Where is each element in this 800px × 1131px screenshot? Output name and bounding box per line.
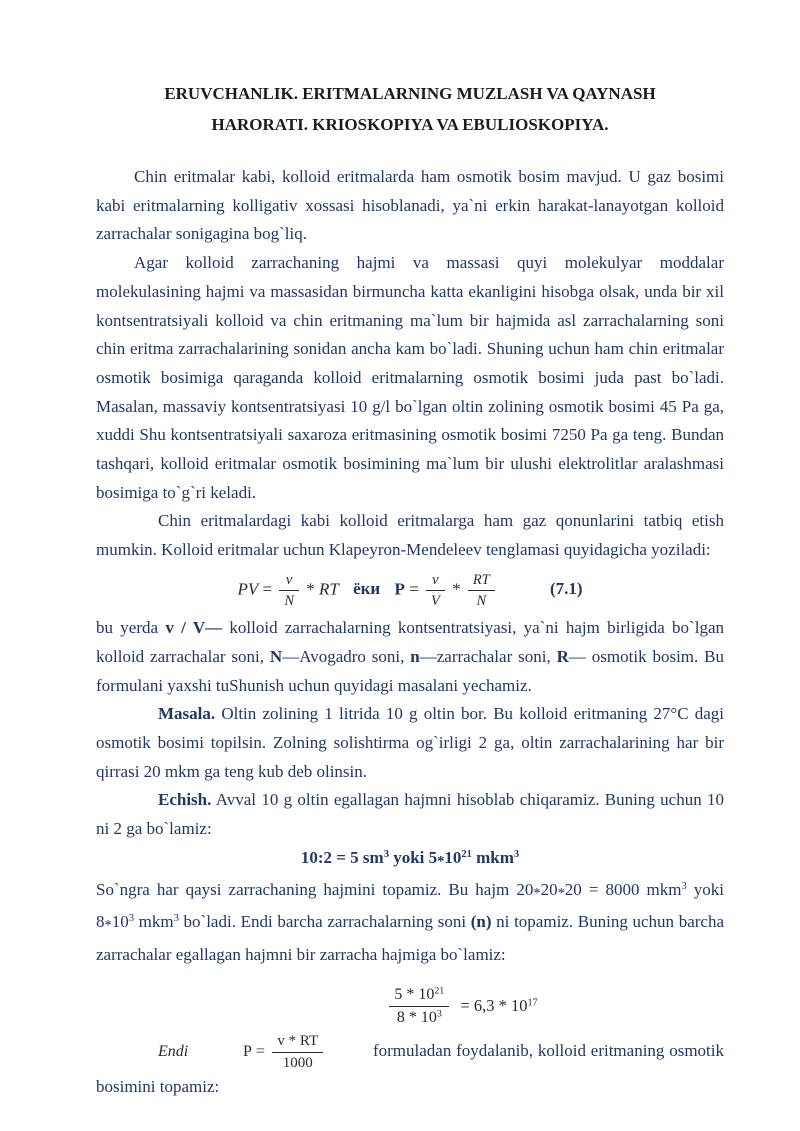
text-run: 21 bbox=[461, 848, 472, 860]
text-run: * bbox=[557, 885, 565, 902]
text-run: yoki 5 bbox=[388, 847, 438, 867]
equation-bold-result bbox=[96, 844, 724, 876]
text-run: Agar kolloid zarrachaning hajmi va massasi quyi molekulyar moddalar molekulasining hajmi va massasidan birmuncha katta ekanligini hisobga olsak, unda bir xil kontsentratsiyali kolloid va chin eritmaning ma`lum bir hajmida asl zarrachalarning soni chin eritma zarrachalarining sonidan ancha kam bo`ladi. Shuning uchun ham chin eritmalar osmotik bosimiga qaraganda kolloid eritmalarning osmotik bosimi juda past bo`ladi. Masalan, massaviy kontsentratsiyasi 10 g/l bo`lgan oltin zolining osmotik bosimi 45 Pa ga, xuddi Shu kontsentratsiyali saxaroza eritmasining osmotik bosimi 7250 Pa ga teng. Bundan tashqari, kolloid eritmalar osmotik bosimining ma`lum bir ulushi elektrolitlar aralashmasi bosimiga to`g`ri keladi. bbox=[96, 253, 724, 502]
eq-term-rt: RT bbox=[318, 579, 339, 599]
text-run: n bbox=[410, 646, 420, 666]
eq-fraction-v-over-n: $\frac{v}{N}$ bbox=[279, 571, 299, 610]
paragraph-intro bbox=[96, 163, 724, 249]
text-run: 3 bbox=[681, 881, 687, 893]
equation-result: = $6,3 * 10^{17}$ bbox=[460, 995, 538, 1015]
text-run: * bbox=[437, 853, 445, 870]
paragraph-masala bbox=[96, 700, 724, 786]
equation-p-formula: P = $\frac{v * RT}{1000}$ bbox=[243, 1043, 326, 1060]
text-run: 3 bbox=[383, 848, 389, 860]
fraction-vrt-over-1000: $\frac{v * RT}{1000}$ bbox=[272, 1032, 323, 1073]
page-title bbox=[96, 78, 724, 140]
text-run: ni topamiz. Buning uchun barcha zarrachalar egallagan hajmni bir zarracha hajmiga bo`lamiz: bbox=[96, 912, 724, 964]
eq-fraction-rt-over-n: $\frac{RT}{N}$ bbox=[468, 571, 495, 610]
paragraph-endi bbox=[96, 1032, 724, 1101]
eq-multiply-sign: * bbox=[306, 579, 315, 599]
fraction-5e21-over-8e3: $\frac{5 * 10^{21}}{8 * 10^3}$ bbox=[389, 985, 449, 1028]
paragraph-songra bbox=[96, 876, 724, 969]
text-run: Echish. bbox=[158, 790, 212, 810]
paragraph-echish bbox=[96, 786, 724, 843]
equation-number-label: (7.1) bbox=[549, 579, 583, 599]
text-run: Avval 10 g oltin egallagan hajmni hisoblab chiqaramiz. Buning uchun 10 ni 2 ga bo`lamiz: bbox=[96, 790, 724, 839]
text-run: Chin eritmalar kabi, kolloid eritmalarda ham osmotik bosim mavjud. U gaz bosimi kabi eritmalarning kolligativ xossasi hisoblanadi, ya`ni erkin harakat-lanayotgan kolloid zarrachalar sonigagina bog`liq. bbox=[96, 167, 724, 244]
text-run: kolloid zarrachalarning kontsentratsiyasi, ya`ni hajm birligida bo`lgan kolloid zarrachalar soni, bbox=[96, 618, 724, 666]
eq-fraction-v-over-v: $\frac{v}{V}$ bbox=[426, 571, 445, 610]
text-run: 10 bbox=[444, 847, 462, 867]
text-run: bo`ladi. Endi barcha zarrachalarning soni bbox=[178, 912, 471, 932]
eq-yoki-label: ёки bbox=[353, 579, 381, 599]
text-run: Chin eritmalardagi kabi kolloid eritmalarga ham gaz qonunlarini tatbiq etish mumkin. Kolloid eritmalar uchun Klapeyron-Mendeleev tenglamasi quyidagicha yoziladi: bbox=[96, 511, 724, 560]
text-run: 20 = 8000 mkm bbox=[564, 880, 682, 900]
text-run: bu yerda bbox=[96, 618, 166, 638]
text-run: Oltin zolining 1 litrida 10 g oltin bor. Bu kolloid eritmaning 27°C dagi osmotik bosimi topilsin. Zolning solishtirma og`irligi 2 ga, oltin zarrachalarining har bir qirrasi 20 mkm ga teng kub deb olinsin. bbox=[96, 704, 724, 781]
text-run: 10 bbox=[111, 912, 129, 932]
text-run: —zarrachalar soni, bbox=[419, 646, 557, 666]
text-run: mkm bbox=[133, 912, 174, 932]
text-run: R bbox=[556, 646, 569, 666]
eq-equals-sign-2: = bbox=[409, 579, 419, 599]
text-run: * bbox=[533, 885, 541, 902]
eq-equals-sign: = bbox=[262, 579, 273, 599]
endi-tail-text: formuladan foydalanib, kolloid eritmaning osmotik bosimini topamiz: bbox=[96, 1041, 724, 1096]
text-run: — osmotik bosim. Bu formulani yaxshi tuShunish uchun quyidagi masalani yechamiz. bbox=[96, 646, 724, 695]
text-run: N bbox=[269, 646, 283, 666]
page-title-line-1: ERUVCHANLIK. ERITMALARNING MUZLASH VA QAYNASH bbox=[164, 84, 656, 103]
text-run: Masala. bbox=[158, 704, 216, 724]
endi-label: Endi bbox=[158, 1043, 189, 1061]
paragraph-gas-laws bbox=[96, 507, 724, 564]
text-run: mkm bbox=[471, 847, 514, 867]
text-run: 3 bbox=[513, 848, 520, 860]
paragraph-legend bbox=[96, 614, 724, 700]
page-title-line-2: HARORATI. KRIOSKOPIYA VA EBULIOSKOPIYA. bbox=[211, 115, 609, 134]
equation-particle-count bbox=[148, 985, 776, 1028]
eq-term-p: P bbox=[394, 579, 405, 599]
text-run: So`ngra har qaysi zarrachaning hajmini topamiz. Bu hajm 20 bbox=[96, 880, 534, 900]
eq-term-pv: PV bbox=[237, 579, 259, 599]
text-run: v / V— bbox=[165, 618, 223, 638]
text-run: —Avogadro soni, bbox=[282, 646, 411, 666]
text-run: (n) bbox=[470, 912, 492, 932]
equation-7-1 bbox=[96, 571, 724, 610]
text-run: 10:2 = 5 sm bbox=[300, 847, 384, 867]
text-run: 3 bbox=[128, 913, 134, 925]
text-run: 20 bbox=[540, 880, 558, 900]
text-run: 3 bbox=[173, 913, 179, 925]
text-run: * bbox=[104, 917, 112, 934]
eq-multiply-sign-2: * bbox=[452, 579, 461, 599]
text-run: yoki 8 bbox=[96, 880, 724, 932]
paragraph-colloid-size bbox=[96, 249, 724, 507]
